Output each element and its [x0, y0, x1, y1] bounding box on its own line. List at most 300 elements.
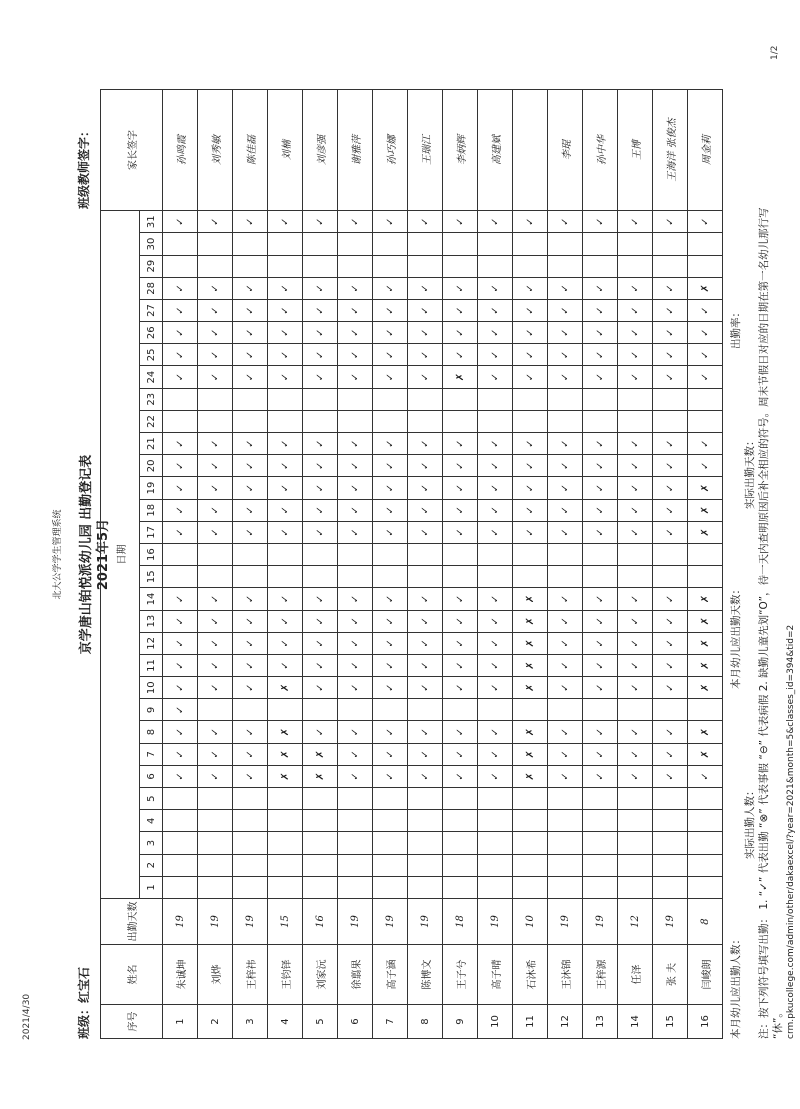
attendance-mark: ✓	[408, 322, 443, 344]
days-cell: 15	[268, 899, 303, 945]
attendance-mark	[408, 832, 443, 854]
attendance-mark	[268, 255, 303, 277]
attendance-mark	[233, 832, 268, 854]
attendance-mark: ✓	[478, 344, 513, 366]
attendance-mark: ✓	[338, 322, 373, 344]
attendance-mark: ✓	[163, 521, 198, 543]
attendance-mark	[513, 566, 548, 588]
day-number: 17	[140, 521, 163, 543]
attendance-mark	[338, 876, 373, 898]
attendance-mark	[513, 388, 548, 410]
attendance-mark	[303, 854, 338, 876]
attendance-mark	[513, 810, 548, 832]
attendance-mark	[548, 388, 583, 410]
attendance-mark: ✓	[373, 677, 408, 699]
day-number: 5	[140, 788, 163, 810]
footer-rate: 出勤率：	[730, 307, 742, 349]
attendance-mark	[338, 255, 373, 277]
attendance-mark	[478, 876, 513, 898]
attendance-mark: ✗	[688, 743, 723, 765]
attendance-mark	[583, 388, 618, 410]
attendance-mark	[583, 255, 618, 277]
attendance-mark	[513, 410, 548, 432]
attendance-mark: ✓	[618, 610, 653, 632]
attendance-mark	[478, 566, 513, 588]
attendance-mark: ✓	[443, 743, 478, 765]
days-cell: 19	[198, 899, 233, 945]
attendance-mark: ✓	[233, 743, 268, 765]
attendance-mark: ✓	[268, 344, 303, 366]
attendance-mark: ✓	[373, 499, 408, 521]
attendance-mark	[198, 854, 233, 876]
attendance-mark: ✓	[373, 211, 408, 233]
seq-header: 序号	[101, 1005, 163, 1039]
attendance-mark	[618, 876, 653, 898]
attendance-mark: ✓	[163, 211, 198, 233]
attendance-mark: ✓	[233, 299, 268, 321]
attendance-mark	[583, 876, 618, 898]
attendance-mark: ✓	[163, 632, 198, 654]
attendance-mark: ✓	[513, 433, 548, 455]
attendance-mark: ✓	[268, 366, 303, 388]
attendance-mark: ✓	[338, 277, 373, 299]
attendance-mark: ✓	[338, 765, 373, 787]
attendance-mark: ✓	[583, 433, 618, 455]
attendance-mark: ✓	[373, 344, 408, 366]
attendance-mark: ✓	[373, 654, 408, 676]
attendance-mark: ✓	[163, 699, 198, 721]
attendance-mark	[653, 810, 688, 832]
attendance-mark: ✓	[303, 677, 338, 699]
days-cell: 18	[443, 899, 478, 945]
attendance-mark	[303, 699, 338, 721]
attendance-mark: ✓	[653, 521, 688, 543]
attendance-mark	[163, 788, 198, 810]
attendance-mark	[163, 566, 198, 588]
attendance-mark	[303, 810, 338, 832]
attendance-mark	[548, 544, 583, 566]
attendance-mark	[513, 876, 548, 898]
attendance-mark: ✓	[163, 654, 198, 676]
attendance-mark: ✓	[443, 344, 478, 366]
attendance-mark	[443, 876, 478, 898]
attendance-mark: ✓	[163, 610, 198, 632]
attendance-mark: ✓	[583, 344, 618, 366]
attendance-mark	[303, 233, 338, 255]
attendance-mark: ✓	[408, 277, 443, 299]
attendance-mark	[408, 255, 443, 277]
day-number: 27	[140, 299, 163, 321]
attendance-mark: ✓	[373, 588, 408, 610]
day-number: 8	[140, 721, 163, 743]
attendance-mark: ✓	[618, 632, 653, 654]
attendance-mark: ✓	[548, 743, 583, 765]
attendance-mark: ✓	[373, 433, 408, 455]
attendance-mark: ✓	[618, 433, 653, 455]
attendance-mark: ✓	[163, 299, 198, 321]
attendance-mark	[233, 810, 268, 832]
attendance-mark	[373, 233, 408, 255]
attendance-mark	[618, 388, 653, 410]
attendance-mark	[303, 832, 338, 854]
seq-cell: 2	[198, 1005, 233, 1039]
attendance-mark: ✓	[163, 499, 198, 521]
name-cell: 王沐锦	[548, 945, 583, 1005]
attendance-mark: ✓	[618, 455, 653, 477]
attendance-mark: ✓	[303, 721, 338, 743]
attendance-mark: ✓	[443, 610, 478, 632]
attendance-mark: ✓	[338, 743, 373, 765]
attendance-mark	[583, 566, 618, 588]
name-cell: 王梓源	[583, 945, 618, 1005]
parent-signature: 李炳辉	[443, 90, 478, 211]
attendance-mark: ✗	[443, 366, 478, 388]
attendance-mark	[268, 832, 303, 854]
attendance-mark: ✓	[303, 588, 338, 610]
attendance-mark	[688, 410, 723, 432]
attendance-mark: ✓	[303, 455, 338, 477]
attendance-mark: ✓	[233, 455, 268, 477]
attendance-mark: ✓	[478, 654, 513, 676]
attendance-mark	[653, 699, 688, 721]
day-number: 15	[140, 566, 163, 588]
attendance-mark: ✓	[408, 721, 443, 743]
attendance-mark: ✓	[478, 211, 513, 233]
attendance-mark	[548, 255, 583, 277]
attendance-mark: ✓	[618, 344, 653, 366]
attendance-mark: ✓	[198, 588, 233, 610]
attendance-mark: ✓	[233, 765, 268, 787]
attendance-mark: ✓	[408, 499, 443, 521]
attendance-mark: ✓	[618, 654, 653, 676]
attendance-mark: ✓	[163, 677, 198, 699]
attendance-mark	[338, 699, 373, 721]
days-header: 出勤天数	[101, 899, 163, 945]
attendance-mark	[198, 810, 233, 832]
attendance-mark: ✓	[233, 433, 268, 455]
day-number: 11	[140, 654, 163, 676]
attendance-mark: ✓	[443, 277, 478, 299]
seq-cell: 10	[478, 1005, 513, 1039]
attendance-mark: ✓	[653, 299, 688, 321]
footer-note: 注：按下列符号填写出勤： 1. “✓” 代表出勤 “⊗” 代表事假 “⊖” 代表病假 2. 缺勤儿童先划“O”，待一天内查明原因后补全相应的符号。周末节假日对应的日期在第一名幼儿那行写	[758, 207, 770, 1039]
system-name: 北大公学学生管理系统	[53, 509, 63, 600]
attendance-mark: ✓	[338, 455, 373, 477]
attendance-mark: ✓	[163, 721, 198, 743]
attendance-mark	[198, 255, 233, 277]
attendance-mark: ✓	[583, 455, 618, 477]
attendance-mark: ✓	[583, 499, 618, 521]
print-date: 2021/4/30	[22, 993, 32, 1040]
footer-actual-days: 实际出勤天数：	[744, 435, 756, 509]
parent-signature: 孙鸣霞	[163, 90, 198, 211]
attendance-mark: ✓	[688, 299, 723, 321]
attendance-mark: ✓	[618, 366, 653, 388]
attendance-mark: ✓	[233, 654, 268, 676]
attendance-mark	[618, 233, 653, 255]
attendance-mark: ✓	[688, 211, 723, 233]
attendance-mark	[198, 699, 233, 721]
attendance-mark	[303, 788, 338, 810]
attendance-mark: ✓	[478, 588, 513, 610]
attendance-mark: ✓	[338, 499, 373, 521]
table-row	[198, 90, 233, 1039]
day-number: 25	[140, 344, 163, 366]
attendance-mark: ✓	[513, 299, 548, 321]
footer-should-days: 本月幼儿应出勤天数：	[730, 584, 742, 689]
seq-cell: 8	[408, 1005, 443, 1039]
day-number: 13	[140, 610, 163, 632]
name-cell: 高子涵	[373, 945, 408, 1005]
attendance-mark: ✓	[268, 521, 303, 543]
attendance-mark: ✓	[478, 721, 513, 743]
attendance-mark	[513, 788, 548, 810]
table-row	[163, 90, 198, 1039]
attendance-mark: ✓	[233, 344, 268, 366]
attendance-mark	[338, 832, 373, 854]
attendance-mark: ✓	[198, 521, 233, 543]
attendance-mark: ✓	[548, 610, 583, 632]
attendance-mark: ✓	[443, 654, 478, 676]
attendance-mark: ✓	[688, 322, 723, 344]
attendance-mark: ✓	[408, 433, 443, 455]
attendance-mark	[408, 544, 443, 566]
attendance-mark: ✓	[163, 455, 198, 477]
attendance-mark: ✓	[303, 299, 338, 321]
attendance-mark: ✓	[303, 654, 338, 676]
attendance-mark: ✓	[548, 344, 583, 366]
attendance-mark: ✓	[688, 765, 723, 787]
attendance-mark: ✓	[408, 610, 443, 632]
attendance-mark: ✓	[303, 521, 338, 543]
attendance-mark: ✓	[513, 455, 548, 477]
attendance-mark: ✗	[688, 632, 723, 654]
parent-signature: 刘秀敏	[198, 90, 233, 211]
attendance-table	[100, 89, 723, 1039]
day-number: 3	[140, 832, 163, 854]
attendance-mark	[338, 566, 373, 588]
attendance-mark: ✗	[688, 477, 723, 499]
day-number: 10	[140, 677, 163, 699]
attendance-mark: ✓	[653, 322, 688, 344]
name-cell: 石沐希	[513, 945, 548, 1005]
attendance-mark: ✓	[513, 277, 548, 299]
attendance-mark: ✓	[303, 632, 338, 654]
attendance-mark: ✗	[513, 632, 548, 654]
attendance-mark	[443, 699, 478, 721]
name-cell: 王梓祎	[233, 945, 268, 1005]
attendance-mark	[163, 810, 198, 832]
name-cell: 高子晴	[478, 945, 513, 1005]
attendance-mark: ✗	[688, 588, 723, 610]
attendance-mark: ✓	[408, 211, 443, 233]
attendance-mark	[198, 566, 233, 588]
attendance-mark: ✓	[198, 743, 233, 765]
attendance-mark: ✓	[198, 765, 233, 787]
attendance-mark: ✓	[583, 610, 618, 632]
attendance-mark: ✓	[443, 455, 478, 477]
attendance-mark	[198, 876, 233, 898]
attendance-mark: ✓	[373, 610, 408, 632]
day-number-row	[140, 90, 163, 1039]
seq-cell: 3	[233, 1005, 268, 1039]
attendance-mark: ✓	[303, 499, 338, 521]
day-number: 4	[140, 810, 163, 832]
attendance-mark	[443, 566, 478, 588]
attendance-mark: ✓	[198, 721, 233, 743]
attendance-mark	[443, 233, 478, 255]
attendance-mark	[443, 410, 478, 432]
attendance-mark: ✓	[478, 477, 513, 499]
attendance-mark: ✓	[198, 277, 233, 299]
attendance-mark: ✓	[618, 588, 653, 610]
attendance-mark: ✓	[618, 322, 653, 344]
attendance-mark: ✓	[268, 433, 303, 455]
days-cell: 16	[303, 899, 338, 945]
parent-signature: 刘楠	[268, 90, 303, 211]
attendance-mark: ✗	[688, 610, 723, 632]
attendance-mark: ✓	[443, 588, 478, 610]
day-number: 6	[140, 765, 163, 787]
attendance-mark: ✓	[163, 366, 198, 388]
attendance-mark	[233, 388, 268, 410]
attendance-mark	[268, 544, 303, 566]
attendance-mark: ✓	[548, 211, 583, 233]
attendance-mark: ✓	[338, 299, 373, 321]
attendance-mark	[653, 255, 688, 277]
attendance-mark	[233, 699, 268, 721]
attendance-mark: ✓	[653, 433, 688, 455]
attendance-mark	[198, 388, 233, 410]
attendance-mark: ✓	[653, 211, 688, 233]
attendance-mark	[583, 233, 618, 255]
attendance-mark	[513, 854, 548, 876]
attendance-mark: ✓	[373, 721, 408, 743]
attendance-mark	[548, 566, 583, 588]
attendance-mark: ✓	[408, 743, 443, 765]
attendance-mark: ✓	[513, 366, 548, 388]
attendance-mark	[548, 854, 583, 876]
attendance-mark	[268, 410, 303, 432]
table-row	[478, 90, 513, 1039]
attendance-mark: ✓	[478, 322, 513, 344]
attendance-mark	[478, 544, 513, 566]
attendance-mark: ✓	[408, 366, 443, 388]
attendance-mark	[233, 854, 268, 876]
attendance-mark: ✓	[653, 765, 688, 787]
attendance-mark	[408, 788, 443, 810]
attendance-mark: ✓	[478, 765, 513, 787]
attendance-mark: ✓	[478, 743, 513, 765]
day-number: 29	[140, 255, 163, 277]
attendance-mark: ✓	[303, 477, 338, 499]
attendance-mark	[163, 255, 198, 277]
attendance-mark	[583, 544, 618, 566]
name-header: 姓名	[101, 945, 163, 1005]
attendance-mark	[233, 410, 268, 432]
attendance-mark: ✓	[338, 632, 373, 654]
attendance-mark: ✓	[338, 344, 373, 366]
attendance-mark	[443, 788, 478, 810]
attendance-mark	[548, 876, 583, 898]
attendance-mark: ✓	[548, 433, 583, 455]
attendance-mark	[548, 788, 583, 810]
attendance-mark	[373, 832, 408, 854]
attendance-mark: ✓	[268, 322, 303, 344]
attendance-mark	[618, 832, 653, 854]
attendance-mark: ✓	[443, 211, 478, 233]
attendance-mark: ✗	[513, 610, 548, 632]
attendance-mark	[233, 876, 268, 898]
days-cell: 19	[583, 899, 618, 945]
attendance-mark	[688, 876, 723, 898]
table-row	[688, 90, 723, 1039]
attendance-mark: ✓	[443, 322, 478, 344]
attendance-mark: ✓	[233, 277, 268, 299]
attendance-mark	[338, 810, 373, 832]
attendance-mark	[618, 699, 653, 721]
day-number: 9	[140, 699, 163, 721]
day-number: 7	[140, 743, 163, 765]
attendance-mark: ✓	[513, 322, 548, 344]
attendance-mark	[583, 854, 618, 876]
attendance-mark: ✓	[443, 632, 478, 654]
attendance-mark	[688, 233, 723, 255]
attendance-mark	[618, 410, 653, 432]
attendance-mark: ✓	[198, 322, 233, 344]
parent-signature: 谢雅萍	[338, 90, 373, 211]
name-cell: 刘家沅	[303, 945, 338, 1005]
attendance-mark: ✓	[478, 677, 513, 699]
attendance-mark: ✗	[303, 743, 338, 765]
table-row	[233, 90, 268, 1039]
attendance-mark: ✓	[268, 455, 303, 477]
attendance-mark: ✓	[303, 366, 338, 388]
attendance-mark: ✓	[268, 211, 303, 233]
day-number: 12	[140, 632, 163, 654]
attendance-mark	[233, 788, 268, 810]
name-cell: 张 夫	[653, 945, 688, 1005]
attendance-mark	[338, 854, 373, 876]
attendance-mark: ✓	[688, 433, 723, 455]
attendance-mark: ✓	[548, 721, 583, 743]
attendance-mark	[233, 566, 268, 588]
attendance-mark	[338, 410, 373, 432]
attendance-mark	[688, 788, 723, 810]
attendance-mark: ✓	[198, 344, 233, 366]
attendance-mark: ✓	[583, 366, 618, 388]
attendance-mark: ✗	[513, 654, 548, 676]
attendance-mark	[338, 388, 373, 410]
attendance-mark: ✓	[618, 211, 653, 233]
attendance-mark: ✗	[513, 721, 548, 743]
attendance-mark: ✓	[478, 499, 513, 521]
attendance-mark	[443, 810, 478, 832]
attendance-mark	[408, 388, 443, 410]
days-cell: 10	[513, 899, 548, 945]
attendance-mark	[198, 410, 233, 432]
attendance-mark	[373, 388, 408, 410]
attendance-mark	[653, 544, 688, 566]
attendance-mark: ✓	[443, 721, 478, 743]
attendance-mark	[688, 810, 723, 832]
attendance-mark	[443, 544, 478, 566]
table-row	[583, 90, 618, 1039]
attendance-mark	[303, 544, 338, 566]
attendance-mark: ✓	[548, 499, 583, 521]
attendance-mark	[688, 544, 723, 566]
parent-signature: 高建斌	[478, 90, 513, 211]
